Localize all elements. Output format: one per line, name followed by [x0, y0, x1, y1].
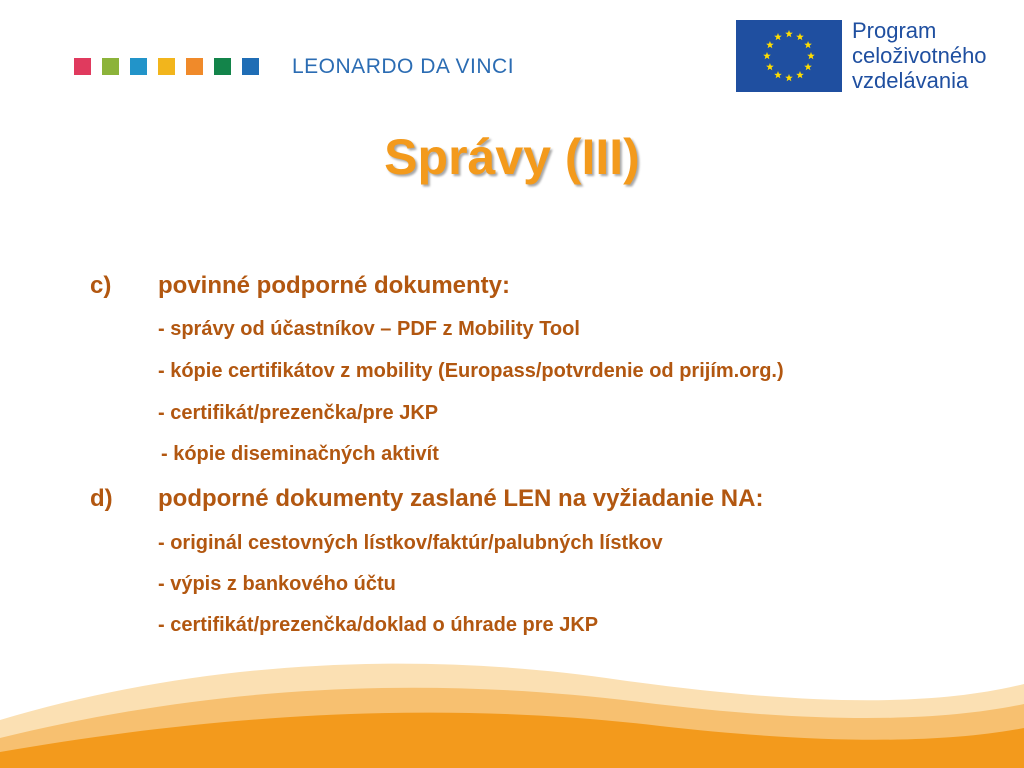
section-c-item-2: - kópie certifikátov z mobility (Europass/potvrdenie od prijím.org.): [158, 360, 784, 382]
section-c-marker: c): [90, 272, 112, 299]
section-c-item-1: - správy od účastníkov – PDF z Mobility Tool: [158, 318, 580, 340]
decorative-orange-wave: [0, 640, 1024, 768]
section-c-item-3: - certifikát/prezenčka/pre JKP: [158, 402, 439, 424]
section-d-marker: d): [90, 485, 113, 512]
eu-program-line-3: vzdelávania: [852, 68, 969, 93]
section-d-item-2: - výpis z bankového účtu: [158, 573, 396, 595]
eu-program-line-2: celoživotného: [852, 43, 987, 68]
section-d-item-3: - certifikát/prezenčka/doklad o úhrade pre JKP: [158, 614, 599, 636]
section-c-heading: povinné podporné dokumenty:: [158, 272, 510, 299]
eu-program-line-1: Program: [852, 18, 937, 43]
section-c-item-4: - kópie diseminačných aktivít: [161, 443, 439, 465]
leonardo-brand-text: LEONARDO DA VINCI: [292, 55, 515, 78]
section-d-item-1: - originál cestovných lístkov/faktúr/palubných lístkov: [158, 532, 663, 554]
section-d-heading: podporné dokumenty zaslané LEN na vyžiadanie NA:: [158, 485, 764, 512]
slide-title: Správy (III): [384, 129, 640, 185]
